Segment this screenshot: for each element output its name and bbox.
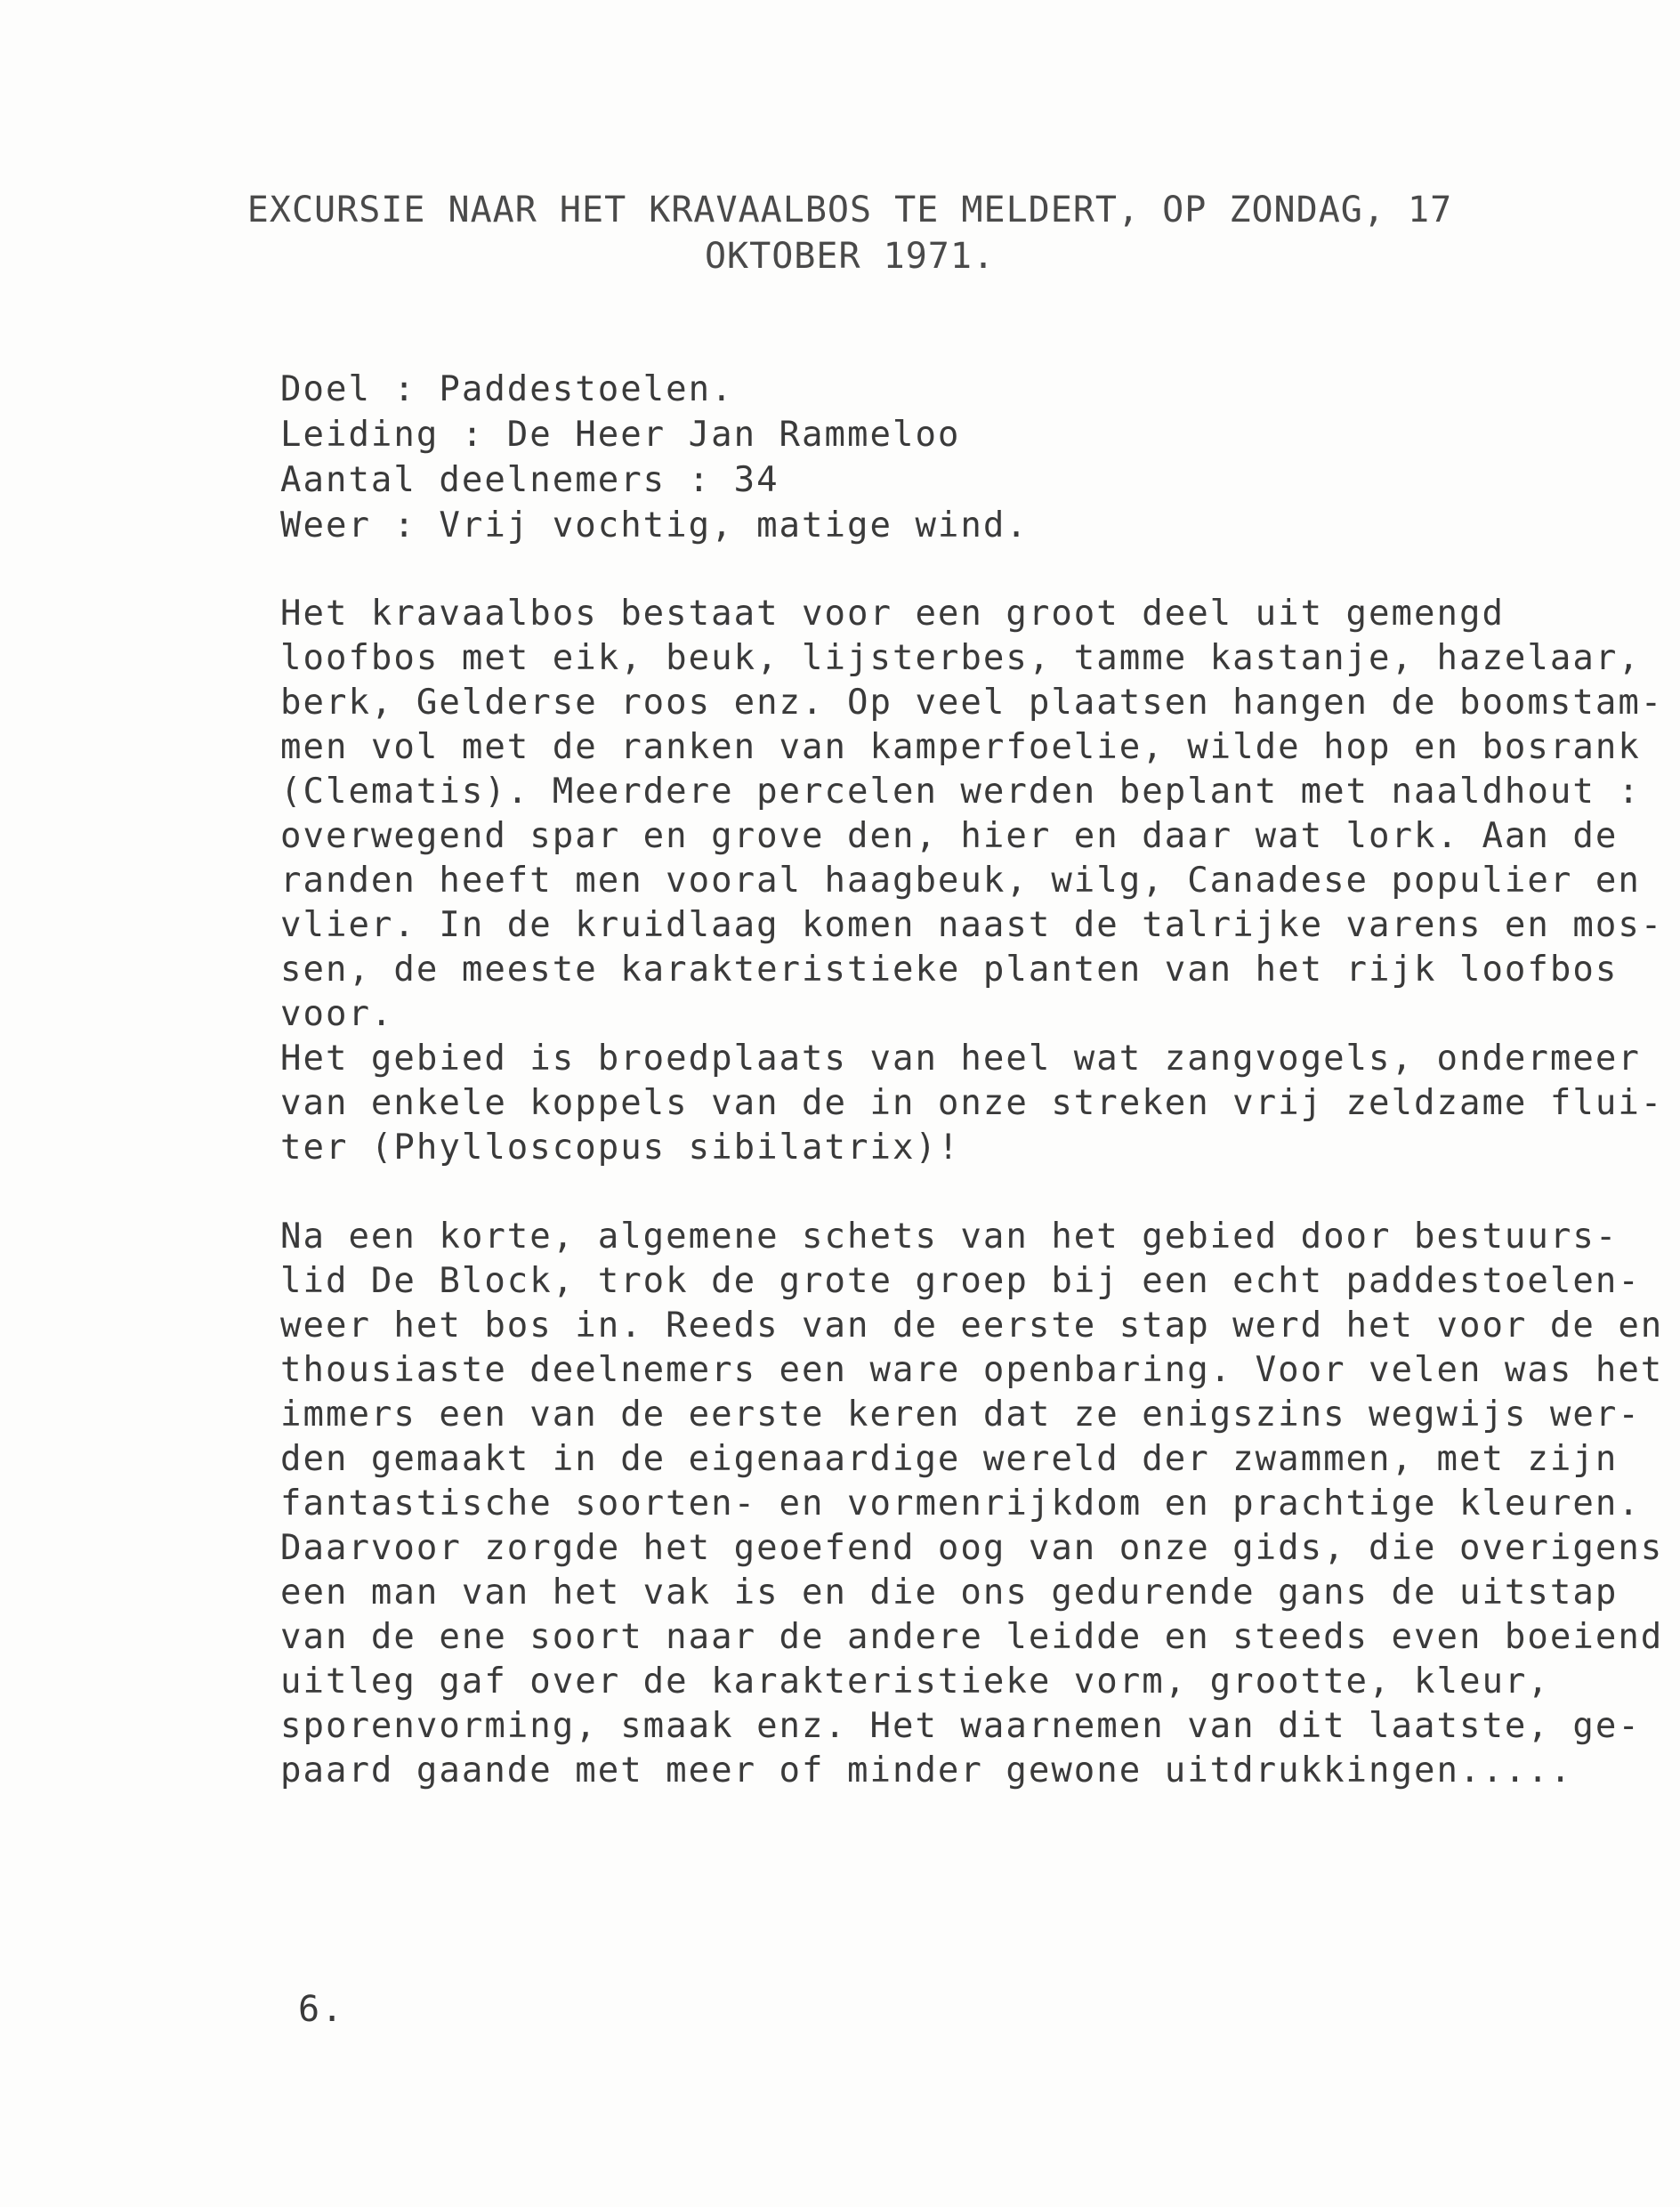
- text-line: lid De Block, trok de grote groep bij een echt paddestoelen-: [280, 1261, 1641, 1301]
- text-line: paard gaande met meer of minder gewone uitdrukkingen.....: [280, 1750, 1573, 1791]
- title-line-2: OKTOBER 1971.: [704, 236, 996, 277]
- text-line: immers een van de eerste keren dat ze enigszins wegwijs wer-: [280, 1395, 1641, 1435]
- text-line: uitleg gaf over de karakteristieke vorm, grootte, kleur,: [280, 1661, 1550, 1702]
- text-line: Het kravaalbos bestaat voor een groot deel uit gemengd: [280, 594, 1505, 634]
- text-line: berk, Gelderse roos enz. Op veel plaatsen hangen de boomstam-: [280, 683, 1664, 723]
- title-line-1: EXCURSIE NAAR HET KRAVAALBOS TE MELDERT, OP ZONDAG, 17: [246, 190, 1453, 230]
- text-line: fantastische soorten- en vormenrijkdom en prachtige kleuren.: [280, 1483, 1641, 1524]
- text-line: Na een korte, algemene schets van het gebied door bestuurs-: [280, 1217, 1619, 1257]
- text-line: loofbos met eik, beuk, lijsterbes, tamme kastanje, hazelaar,: [280, 638, 1641, 678]
- text-line: sporenvorming, smaak enz. Het waarnemen van dit laatste, ge-: [280, 1706, 1641, 1746]
- excursion-details: [280, 367, 1571, 548]
- text-line: een man van het vak is en die ons gedurende gans de uitstap: [280, 1572, 1619, 1613]
- page-number: 6.: [298, 1989, 345, 2030]
- text-line: Het gebied is broedplaats van heel wat zangvogels, ondermeer: [280, 1039, 1641, 1079]
- text-line: thousiaste deelnemers een ware openbaring. Voor velen was het: [280, 1350, 1664, 1390]
- text-line: overwegend spar en grove den, hier en daar wat lork. Aan de: [280, 816, 1619, 856]
- paragraph-excursion-report: [280, 1215, 1664, 1793]
- paragraph-forest-description: [280, 592, 1664, 1170]
- detail-weather: Weer : Vrij vochtig, matige wind.: [280, 505, 1029, 546]
- text-line: vlier. In de kruidlaag komen naast de talrijke varens en mos-: [280, 905, 1664, 945]
- text-line: van enkele koppels van de in onze streken vrij zeldzame flui-: [280, 1083, 1664, 1123]
- detail-participants: Aantal deelnemers : 34: [280, 460, 779, 500]
- text-line: ter (Phylloscopus sibilatrix)!: [280, 1128, 961, 1168]
- text-line: Daarvoor zorgde het geoefend oog van onze gids, die overigens: [280, 1528, 1664, 1568]
- text-line: randen heeft men vooral haagbeuk, wilg, Canadese populier en: [280, 861, 1641, 901]
- text-line: sen, de meeste karakteristieke planten van het rijk loofbos: [280, 950, 1619, 990]
- detail-goal: Doel : Paddestoelen.: [280, 369, 734, 409]
- text-line: (Clematis). Meerdere percelen werden beplant met naaldhout :: [280, 772, 1641, 812]
- text-line: den gemaakt in de eigenaardige wereld der zwammen, met zijn: [280, 1439, 1619, 1479]
- document-title: [214, 187, 1486, 279]
- text-line: van de ene soort naar de andere leidde en steeds even boeiend: [280, 1617, 1664, 1657]
- text-line: weer het bos in. Reeds van de eerste stap werd het voor de en: [280, 1306, 1664, 1346]
- text-line: men vol met de ranken van kamperfoelie, wilde hop en bosrank: [280, 727, 1641, 767]
- text-line: voor.: [280, 994, 394, 1034]
- detail-leader: Leiding : De Heer Jan Rammeloo: [280, 415, 961, 455]
